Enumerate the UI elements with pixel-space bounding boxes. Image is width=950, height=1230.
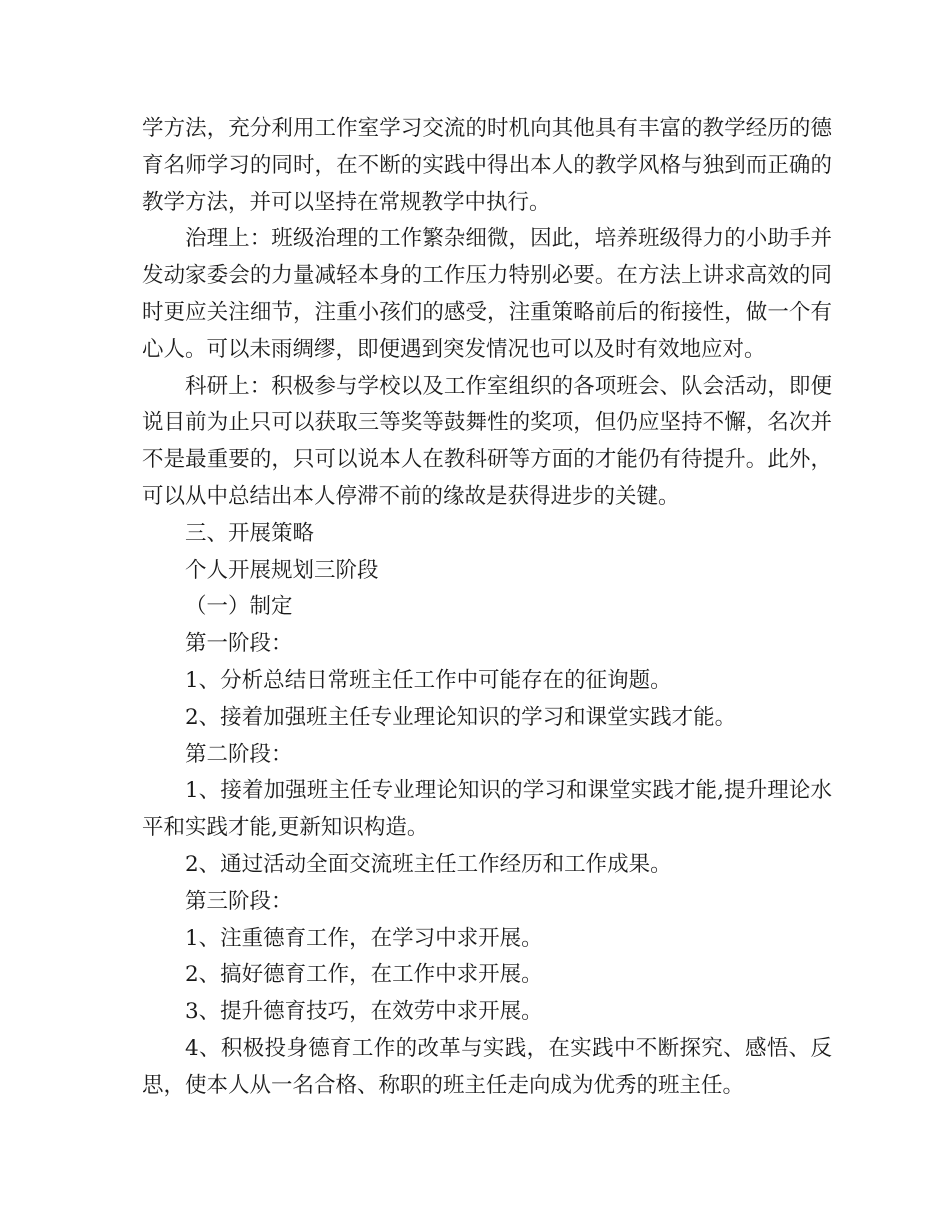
- stage-three-item-3: 3、提升德育技巧，在效劳中求开展。: [185, 999, 543, 1025]
- stage-three-item-4: 4、积极投身德育工作的改革与实践，在实践中不断探究、感悟、反思，使本人从一名合格、称职的班主任走向成为优秀的班主任。: [142, 1035, 832, 1098]
- section-heading-strategy: 三、开展策略: [185, 520, 315, 546]
- subheading-formulate: （一）制定: [185, 594, 293, 620]
- document-body: [142, 111, 832, 1105]
- stage-two-item-2: 2、通过活动全面交流班主任工作经历和工作成果。: [185, 851, 672, 877]
- paragraph-research: 科研上：积极参与学校以及工作室组织的各项班会、队会活动，即便说目前为止只可以获取三等奖等鼓舞性的奖项，但仍应坚持不懈，名次并不是最重要的，只可以说本人在教科研等方面的才能仍有待提升。此外，可以从中总结出本人停滞不前的缘故是获得进步的关键。: [142, 373, 832, 509]
- stage-one-heading: 第一阶段：: [185, 631, 293, 657]
- stage-one-item-1: 1、分析总结日常班主任工作中可能存在的征询题。: [185, 667, 672, 693]
- stage-one-item-2: 2、接着加强班主任专业理论知识的学习和课堂实践才能。: [185, 704, 737, 730]
- stage-three-heading: 第三阶段：: [185, 888, 293, 914]
- subheading-three-stages: 个人开展规划三阶段: [185, 557, 379, 583]
- stage-two-item-1: 1、接着加强班主任专业理论知识的学习和课堂实践才能,提升理论水平和实践才能,更新知识构造。: [142, 778, 832, 841]
- stage-three-item-2: 2、搞好德育工作，在工作中求开展。: [185, 962, 543, 988]
- paragraph-management: 治理上：班级治理的工作繁杂细微，因此，培养班级得力的小助手并发动家委会的力量减轻本身的工作压力特别必要。在方法上讲求高效的同时更应关注细节，注重小孩们的感受，注重策略前后的衔接性，做一个有心人。可以未雨绸缪，即便遇到突发情况也可以及时有效地应对。: [142, 226, 832, 362]
- stage-two-heading: 第二阶段：: [185, 741, 293, 767]
- paragraph-teaching-method: 学方法，充分利用工作室学习交流的时机向其他具有丰富的教学经历的德育名师学习的同时，在不断的实践中得出本人的教学风格与独到而正确的教学方法，并可以坚持在常规教学中执行。: [142, 116, 832, 215]
- stage-three-item-1: 1、注重德育工作，在学习中求开展。: [185, 925, 543, 951]
